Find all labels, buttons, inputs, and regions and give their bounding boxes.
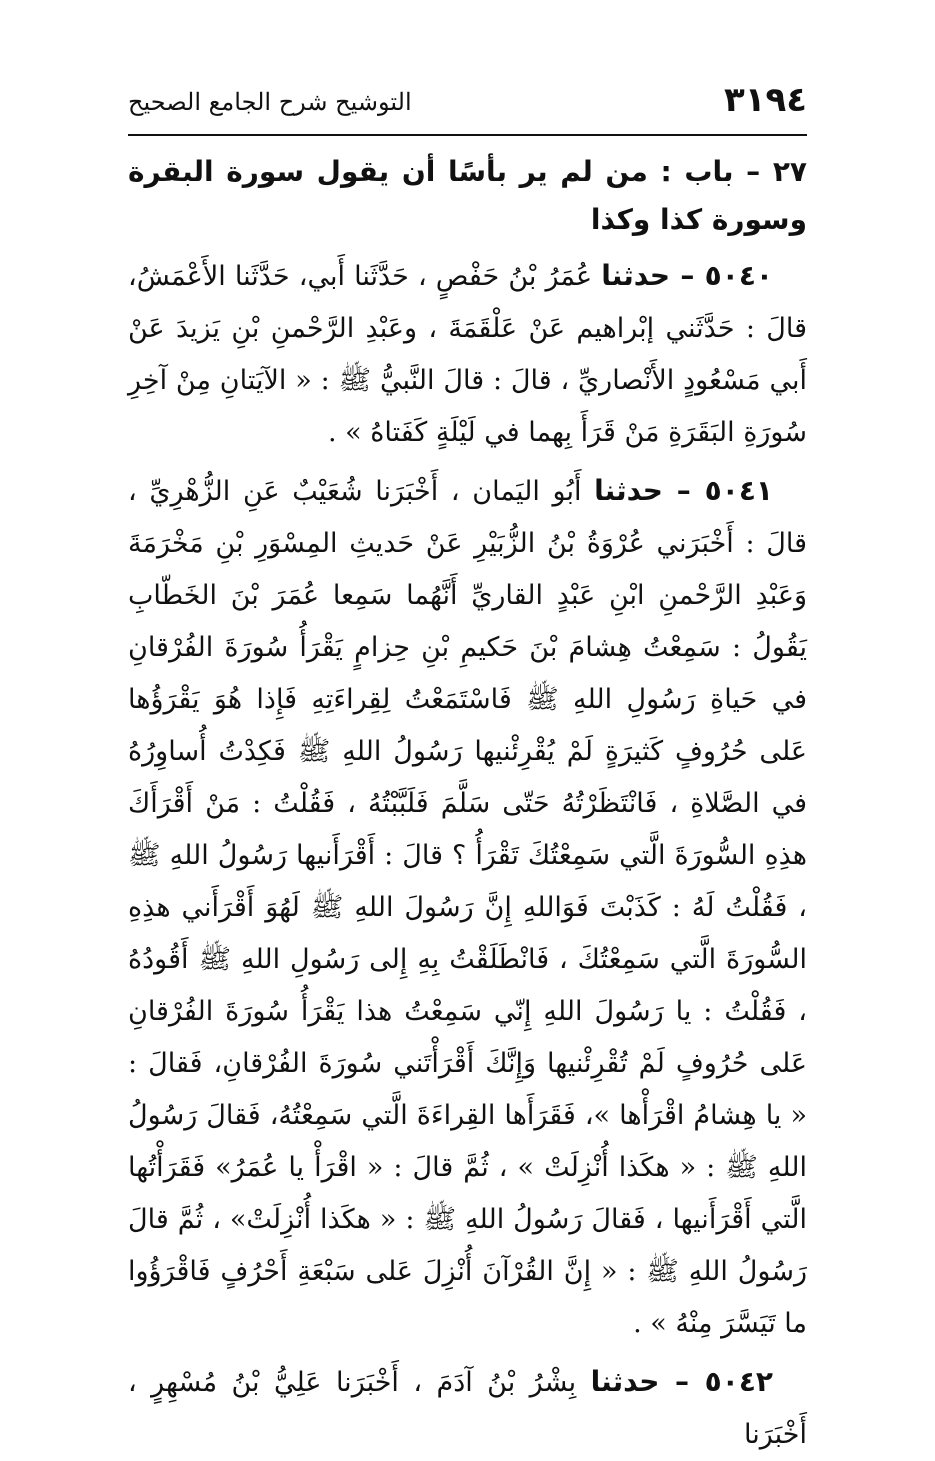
- running-header: [128, 78, 807, 130]
- hadith-text: عُمَرُ بْنُ حَفْصٍ ، حَدَّثَنا أَبي، حَدَّثَنا الأَعْمَشُ، قالَ : حَدَّثَني إبْراهيم عَنْ عَلْقَمَةَ ، وعَبْدِ الرَّحْمنِ بْنِ يَزيدَ عَنْ أَبي مَسْعُودٍ الأَنْصاريِّ ، قالَ : قالَ النَّبيُّ ﷺ : « الآيَتانِ مِنْ آخِرِ سُورَةِ البَقَرَةِ مَنْ قَرَأَ بِهما في لَيْلَةٍ كَفَتاهُ » .: [128, 261, 807, 448]
- hadith-number-lead: ٥٠٤٢ – حدثنا: [590, 1365, 773, 1398]
- hadith-text: بِشْرُ بْنُ آدَمَ ، أَخْبَرَنا عَلِيُّ بْنُ مُسْهِرٍ ، أَخْبَرَنا: [128, 1367, 807, 1450]
- hadith-paragraph: [128, 250, 807, 459]
- hadith-text: أَبُو اليَمان ، أَخْبَرَنا شُعَيْبٌ عَنِ الزُّهْرِيِّ ، قالَ : أَخْبَرَني عُرْوَةُ بْنُ الزُّبَيْرِ عَنْ حَديثِ المِسْوَرِ بْنِ مَخْرَمَةَ وَعَبْدِ الرَّحْمنِ ابْنِ عَبْدٍ القاريِّ أَنَّهُما سَمِعا عُمَرَ بْنَ الخَطّابِ يَقُولُ : سَمِعْتُ هِشامَ بْنَ حَكيمِ بْنِ حِزامٍ يَقْرَأُ سُورَةَ الفُرْقانِ في حَياةِ رَسُولِ اللهِ ﷺ فَاسْتَمَعْتُ لِقِراءَتِهِ فَإِذا هُوَ يَقْرَؤُها عَلى حُرُوفٍ كَثيرَةٍ لَمْ يُقْرِئْنيها رَسُولُ اللهِ ﷺ فَكِدْتُ أُساوِرُهُ في الصَّلاةِ ، فَانْتَظَرْتُهُ حَتّى سَلَّمَ فَلَبَّبْتُهُ ، فَقُلْتُ : مَنْ أَقْرَأَكَ هذِهِ السُّورَةَ الَّتي سَمِعْتُكَ تَقْرَأُ ؟ قالَ : أَقْرَأَنيها رَسُولُ اللهِ ﷺ ، فَقُلْتُ لَهُ : كَذَبْتَ فَوَاللهِ إِنَّ رَسُولَ اللهِ ﷺ لَهُوَ أَقْرَأَني هذِهِ السُّورَةَ الَّتي سَمِعْتُكَ ، فَانْطَلَقْتُ بِهِ إِلى رَسُولِ اللهِ ﷺ أَقُودُهُ ، فَقُلْتُ : يا رَسُولَ اللهِ إِنّي سَمِعْتُ هذا يَقْرَأُ سُورَةَ الفُرْقانِ عَلى حُرُوفٍ لَمْ تُقْرِئْنيها وَإِنَّكَ أَقْرَأْتَني سُورَةَ الفُرْقانِ، فَقالَ : « يا هِشامُ اقْرَأْها »، فَقَرَأَها القِراءَةَ الَّتي سَمِعْتُهُ، فَقالَ رَسُولُ اللهِ ﷺ : « هكَذا أُنْزِلَتْ » ، ثُمَّ قالَ : « اقْرَأْ يا عُمَرُ» فَقَرَأْتُها الَّتي أَقْرَأَنيها ، فَقالَ رَسُولُ اللهِ ﷺ : « هكَذا أُنْزِلَتْ» ، ثُمَّ قالَ رَسُولُ اللهِ ﷺ : « إِنَّ القُرْآنَ أُنْزِلَ عَلى سَبْعَةِ أَحْرُفٍ فَاقْرَؤُوا ما تَيَسَّرَ مِنْهُ » .: [128, 476, 808, 1339]
- hadith-number-lead: ٥٠٤١ – حدثنا: [594, 474, 774, 507]
- page-body: [128, 148, 807, 1461]
- running-title: التوشيح شرح الجامع الصحيح: [128, 88, 412, 116]
- hadith-paragraph: [128, 1356, 807, 1461]
- header-rule: [128, 134, 807, 136]
- hadith-paragraph: [128, 465, 807, 1350]
- hadith-number-lead: ٥٠٤٠ – حدثنا: [601, 259, 774, 292]
- chapter-heading: ٢٧ – باب : من لم ير بأسًا أن يقول سورة البقرة وسورة كذا وكذا: [128, 155, 807, 236]
- page-number: ٣١٩٤: [723, 80, 807, 120]
